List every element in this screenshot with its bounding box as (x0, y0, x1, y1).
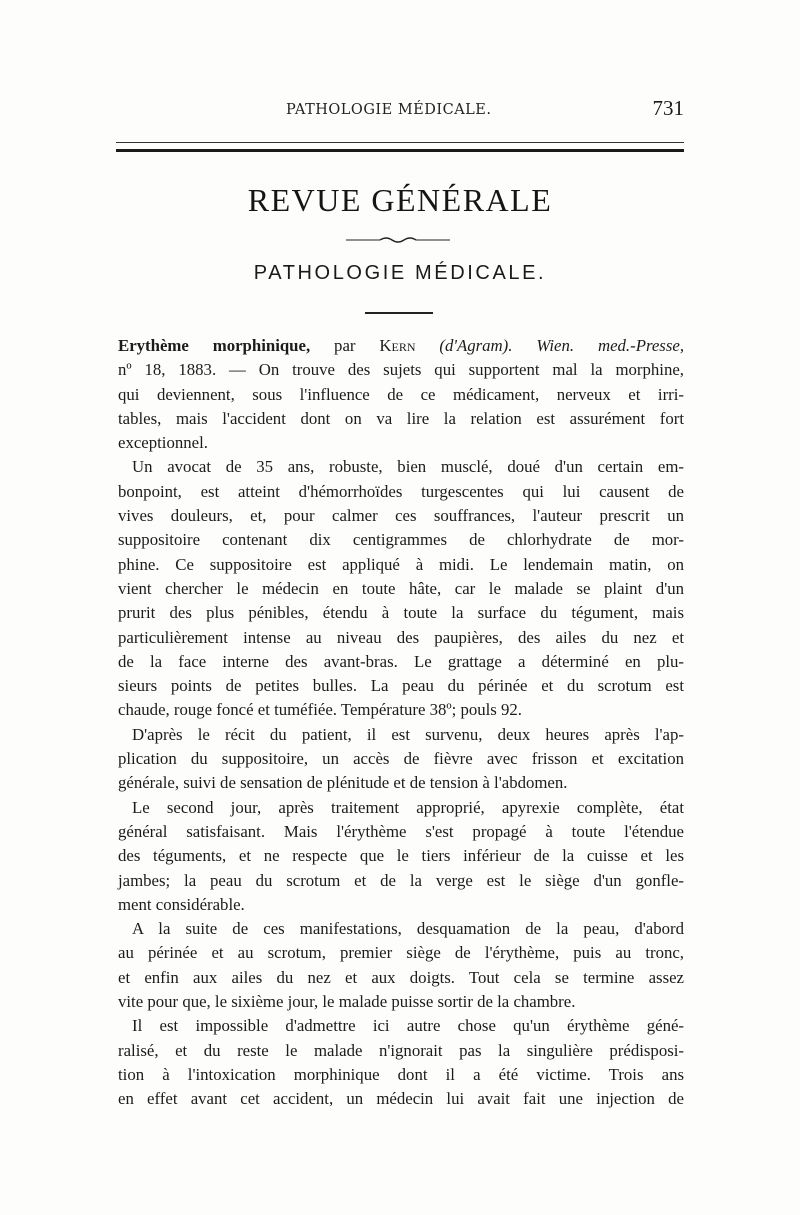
article-line: chaude, rouge foncé et tuméfiée. Température 38º; pouls 92. (118, 700, 522, 720)
article-line: des téguments, et ne respecte que le tiers inférieur de la cuisse et les (118, 846, 684, 866)
article-line: prurit des plus pénibles, étendu à toute la surface du tégument, mais (118, 603, 684, 623)
article-body (118, 334, 684, 1112)
running-title: PATHOLOGIE MÉDICALE. (286, 102, 492, 118)
article-line: vives douleurs, et, pour calmer ces souffrances, l'auteur prescrit un (118, 506, 684, 526)
article-line: et enfin aux ailes du nez et aux doigts. Tout cela se termine assez (118, 967, 684, 987)
article-line: nº 18, 1883. — On trouve des sujets qui supportent mal la morphine, (118, 360, 684, 380)
article-line: particulièrement intense au niveau des paupières, des ailes du nez et (118, 627, 684, 647)
article-line: vite pour que, le sixième jour, le malade puisse sortir de la chambre. (118, 992, 576, 1012)
article-line: bonpoint, est atteint d'hémorrhoïdes turgescentes qui lui causent de (118, 481, 684, 501)
article-line: générale, suivi de sensation de plénitude et de tension à l'abdomen. (118, 773, 568, 793)
article-line: général satisfaisant. Mais l'érythème s'est propagé à toute l'étendue (118, 821, 684, 841)
article-line: D'après le récit du patient, il est survenu, deux heures après l'ap- (132, 724, 684, 744)
article-line: en effet avant cet accident, un médecin lui avait fait une injection de (118, 1089, 684, 1109)
header-rule-thick (116, 149, 684, 152)
article-line: de la face interne des avant-bras. Le grattage a déterminé en plu- (118, 651, 684, 671)
article-line: tion à l'intoxication morphinique dont il a été victime. Trois ans (118, 1064, 684, 1084)
article-line: plication du suppositoire, un accès de fièvre avec frisson et excitation (118, 749, 684, 769)
article-heading: Erythème morphinique, (118, 336, 311, 355)
article-line: A la suite de ces manifestations, desquamation de la peau, d'abord (132, 919, 684, 939)
article-line: au périnée et au scrotum, premier siège de l'érythème, puis au tronc, (118, 943, 684, 963)
article-line: tables, mais l'accident dont on va lire la relation est assurément fort (118, 408, 684, 428)
section-rule (365, 312, 433, 314)
article-journal: Wien. med.-Presse, (536, 336, 685, 355)
article-line: Le second jour, après traitement approprié, apyrexie complète, état (132, 797, 684, 817)
article-line: qui deviennent, sous l'influence de ce médicament, nerveux et irri- (118, 384, 684, 404)
page-title: REVUE GÉNÉRALE (247, 182, 553, 218)
running-head (116, 96, 684, 130)
article-line: ralisé, et du reste le malade n'ignorait pas la singulière prédisposi- (118, 1040, 684, 1060)
article-line: vient chercher le médecin en toute hâte, car le malade se plaint d'un (118, 578, 684, 598)
section-title: PATHOLOGIE MÉDICALE. (253, 262, 547, 284)
article-line (118, 334, 684, 358)
article-line: exceptionnel. (118, 433, 208, 453)
article-line: phine. Ce suppositoire est appliqué à midi. Le lendemain matin, on (118, 554, 684, 574)
page-number: 731 (652, 96, 684, 120)
article-line: ment considérable. (118, 894, 245, 914)
article-line: Il est impossible d'admettre ici autre chose qu'un érythème géné- (132, 1016, 684, 1036)
article-line: Un avocat de 35 ans, robuste, bien musclé, doué d'un certain em- (132, 457, 684, 477)
article-line: sieurs points de petites bulles. La peau du périnée et du scrotum est (118, 676, 684, 696)
header-rule-thin (116, 142, 684, 143)
article-author: Kern (379, 336, 416, 355)
ornament-divider (346, 236, 450, 244)
article-line: jambes; la peau du scrotum et de la verge est le siège d'un gonfle- (118, 870, 684, 890)
article-by: par (310, 336, 380, 355)
article-line: suppositoire contenant dix centigrammes de chlorhydrate de mor- (118, 530, 684, 550)
article-affiliation: (d'Agram). (439, 336, 513, 355)
